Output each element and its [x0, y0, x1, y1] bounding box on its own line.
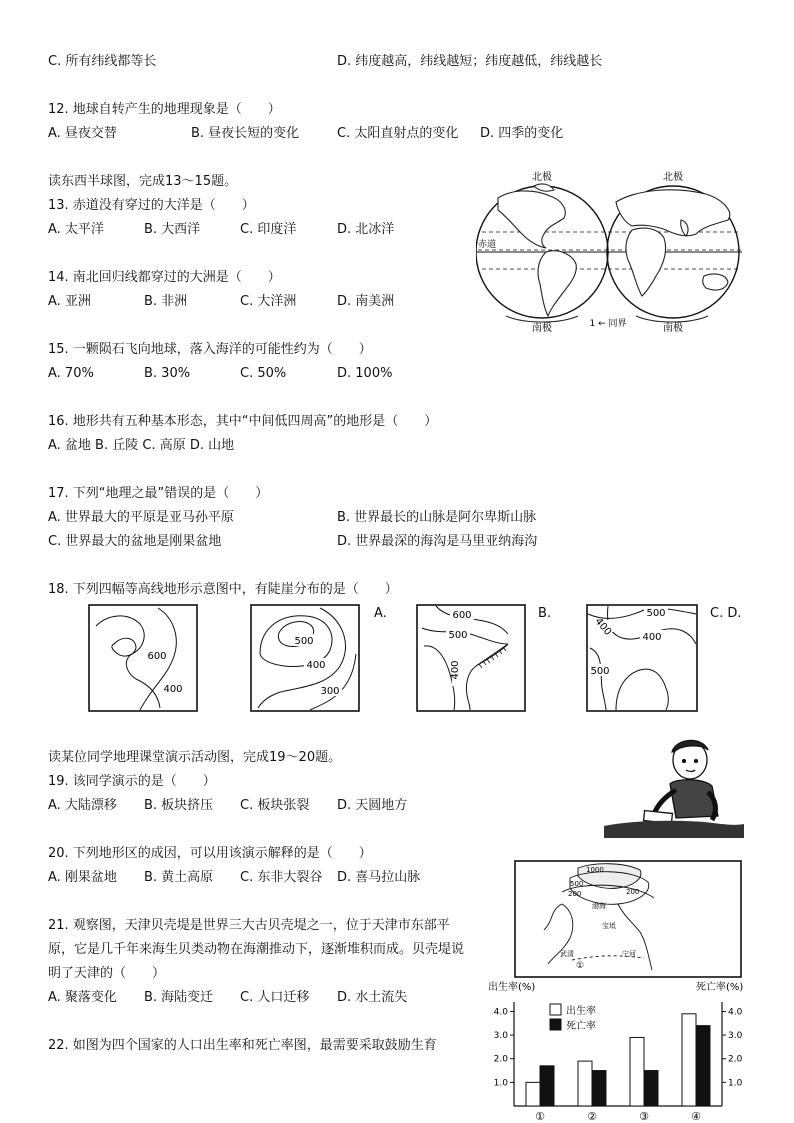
contour-c-label-600: 600: [452, 610, 472, 621]
q21-option-a: A. 聚落变化: [48, 990, 117, 1005]
q21-line-2: 原，它是几千年来海生贝类动物在海潮推动下，逐渐堆积而成。贝壳堤说: [48, 942, 465, 957]
birth-rate-bar: [630, 1037, 644, 1106]
q12-option-b: B. 昼夜长短的变化: [191, 126, 300, 141]
tianjin-contour-200b: 200: [626, 888, 640, 896]
contour-d-label-400-left: 400: [592, 616, 614, 638]
x-category-label: ④: [691, 1110, 701, 1123]
q13-option-a: A. 太平洋: [48, 222, 104, 237]
q15-option-c: C. 50%: [240, 366, 287, 381]
boundary-legend: 1 ← 同界: [589, 319, 627, 329]
contour-map-c: [416, 604, 526, 712]
tianjin-label-circle1: ①: [576, 961, 585, 971]
latitude-lines: [478, 232, 742, 269]
birth-rate-bar: [526, 1082, 540, 1106]
contour-map-d: [586, 604, 698, 712]
legend-label: 出生率: [566, 1006, 596, 1017]
q13-option-c: C. 印度洋: [240, 222, 297, 237]
q14-stem: 14. 南北回归线都穿过的大洲是（ ）: [48, 270, 281, 285]
q21-option-b: B. 海陆变迁: [144, 990, 214, 1005]
contour-map-b: [250, 604, 360, 712]
q20-option-c: C. 东非大裂谷: [240, 870, 323, 885]
q12-option-c: C. 太阳直射点的变化: [337, 126, 459, 141]
q19-option-a: A. 大陆漂移: [48, 798, 117, 813]
q14-option-b: B. 非洲: [144, 294, 188, 309]
contour-map-a: [88, 604, 198, 712]
contour-b-label-500: 500: [294, 636, 314, 647]
intro-19-20: 读某位同学地理课堂演示活动图，完成19～20题。: [48, 750, 342, 765]
q16-stem: 16. 地形共有五种基本形态，其中“中间低四周高”的地形是（ ）: [48, 414, 438, 429]
hemisphere-map: [476, 168, 744, 336]
q11-option-c: C. 所有纬线都等长: [48, 54, 157, 69]
contour-c-label-400: 400: [450, 660, 461, 680]
y-axis-label-left: 出生率(%): [488, 982, 536, 993]
birth-rate-bar: [682, 1014, 696, 1106]
q22-stem: 22. 如图为四个国家的人口出生率和死亡率图，最需要采取鼓励生育: [48, 1038, 437, 1053]
equator-label: 赤道: [478, 240, 497, 250]
birth-death-rate-chart: [486, 978, 756, 1123]
death-rate-bar: [592, 1071, 606, 1106]
q20-stem: 20. 下列地形区的成因，可以用该演示解释的是（ ）: [48, 846, 372, 861]
tianjin-label-wuqing: 武清: [560, 950, 574, 958]
q18-label-a: A.: [374, 606, 387, 621]
north-pole-label-east: 北极: [663, 172, 683, 183]
contour-b-label-300: 300: [320, 686, 340, 697]
q21-line-3: 明了天津的（ ）: [48, 966, 166, 981]
q13-option-d: D. 北冰洋: [337, 222, 395, 237]
y-tick-label-right: 1.0: [728, 1078, 743, 1089]
q15-option-b: B. 30%: [144, 366, 191, 381]
contour-a-label-600: 600: [147, 651, 167, 662]
x-category-label: ③: [639, 1110, 649, 1123]
death-rate-bar: [644, 1071, 658, 1106]
q15-option-a: A. 70%: [48, 366, 94, 381]
contour-d-label-400-right: 400: [642, 632, 662, 643]
tianjin-map: [514, 860, 742, 978]
south-pole-label-west: 南极: [532, 323, 552, 334]
birth-rate-bar: [578, 1061, 592, 1106]
tianjin-label-bohai: 渤海: [592, 902, 606, 910]
q13-option-b: B. 大西洋: [144, 222, 201, 237]
q14-option-a: A. 亚洲: [48, 294, 91, 309]
student-illustration: [604, 734, 744, 838]
q18-stem: 18. 下列四幅等高线地形示意图中，有陡崖分布的是（ ）: [48, 582, 398, 597]
x-category-label: ②: [587, 1110, 597, 1123]
q12-option-a: A. 昼夜交替: [48, 126, 117, 141]
q16-options: A. 盆地 B. 丘陵 C. 高原 D. 山地: [48, 438, 235, 453]
q13-stem: 13. 赤道没有穿过的大洋是（ ）: [48, 198, 255, 213]
contour-d-label-500-bottom: 500: [590, 666, 610, 677]
death-rate-bar: [696, 1026, 710, 1106]
q17-option-c: C. 世界最大的盆地是刚果盆地: [48, 534, 222, 549]
q15-option-d: D. 100%: [337, 366, 393, 381]
q14-option-c: C. 大洋洲: [240, 294, 297, 309]
y-axis-label-right: 死亡率(%): [696, 982, 744, 993]
contour-b-label-400: 400: [306, 660, 326, 671]
q11-option-d: D. 纬度越高，纬线越短；纬度越低，纬线越长: [337, 54, 603, 69]
y-tick-label-left: 4.0: [493, 1007, 508, 1018]
q17-option-a: A. 世界最大的平原是亚马孙平原: [48, 510, 234, 525]
q20-option-d: D. 喜马拉山脉: [337, 870, 421, 885]
tianjin-contour-200a: 200: [568, 890, 582, 898]
q17-stem: 17. 下列“地理之最”错误的是（ ）: [48, 486, 269, 501]
legend-swatch: [550, 1004, 561, 1015]
q14-option-d: D. 南美洲: [337, 294, 395, 309]
floor-shadow: [604, 821, 744, 838]
q20-option-a: A. 刚果盆地: [48, 870, 117, 885]
tianjin-contour-500: 500: [570, 880, 584, 888]
eastern-landmass: [616, 190, 730, 296]
contour-d-label-500-top: 500: [646, 608, 666, 619]
tianjin-contour-1000: 1000: [586, 866, 604, 874]
q18-label-b: B.: [538, 606, 552, 621]
y-tick-label-right: 4.0: [728, 1007, 743, 1018]
contour-c-label-500: 500: [448, 630, 468, 641]
south-pole-label-east: 南极: [663, 323, 683, 334]
q19-option-b: B. 板块挤压: [144, 798, 214, 813]
q17-option-b: B. 世界最长的山脉是阿尔卑斯山脉: [337, 510, 537, 525]
q19-option-d: D. 天圆地方: [337, 798, 408, 813]
q12-option-d: D. 四季的变化: [480, 126, 564, 141]
x-category-label: ①: [535, 1110, 545, 1123]
q17-option-d: D. 世界最深的海沟是马里亚纳海沟: [337, 534, 538, 549]
contour-a-label-400: 400: [163, 684, 183, 695]
q20-option-b: B. 黄土高原: [144, 870, 214, 885]
y-tick-label-left: 3.0: [493, 1031, 508, 1042]
legend-label: 死亡率: [566, 1021, 596, 1032]
q15-stem: 15. 一颗陨石飞向地球，落入海洋的可能性约为（ ）: [48, 342, 372, 357]
q19-stem: 19. 该同学演示的是（ ）: [48, 774, 216, 789]
death-rate-bar: [540, 1066, 554, 1106]
legend-swatch: [550, 1019, 561, 1030]
tianjin-label-baodi: 宝坻: [602, 922, 616, 930]
y-tick-label-right: 2.0: [728, 1054, 743, 1065]
q19-option-c: C. 板块张裂: [240, 798, 310, 813]
q18-label-cd: C. D.: [710, 606, 742, 621]
y-tick-label-right: 3.0: [728, 1031, 743, 1042]
north-pole-label-west: 北极: [532, 172, 552, 183]
q21-option-d: D. 水土流失: [337, 990, 408, 1005]
y-tick-label-left: 1.0: [493, 1078, 508, 1089]
q21-option-c: C. 人口迁移: [240, 990, 310, 1005]
tianjin-label-ninghe: 宁河: [622, 950, 636, 958]
q12-stem: 12. 地球自转产生的地理现象是（ ）: [48, 102, 281, 117]
q21-line-1: 21. 观察图，天津贝壳堤是世界三大古贝壳堤之一，位于天津市东部平: [48, 918, 450, 933]
intro-13-15: 读东西半球图，完成13～15题。: [48, 174, 238, 189]
y-tick-label-left: 2.0: [493, 1054, 508, 1065]
